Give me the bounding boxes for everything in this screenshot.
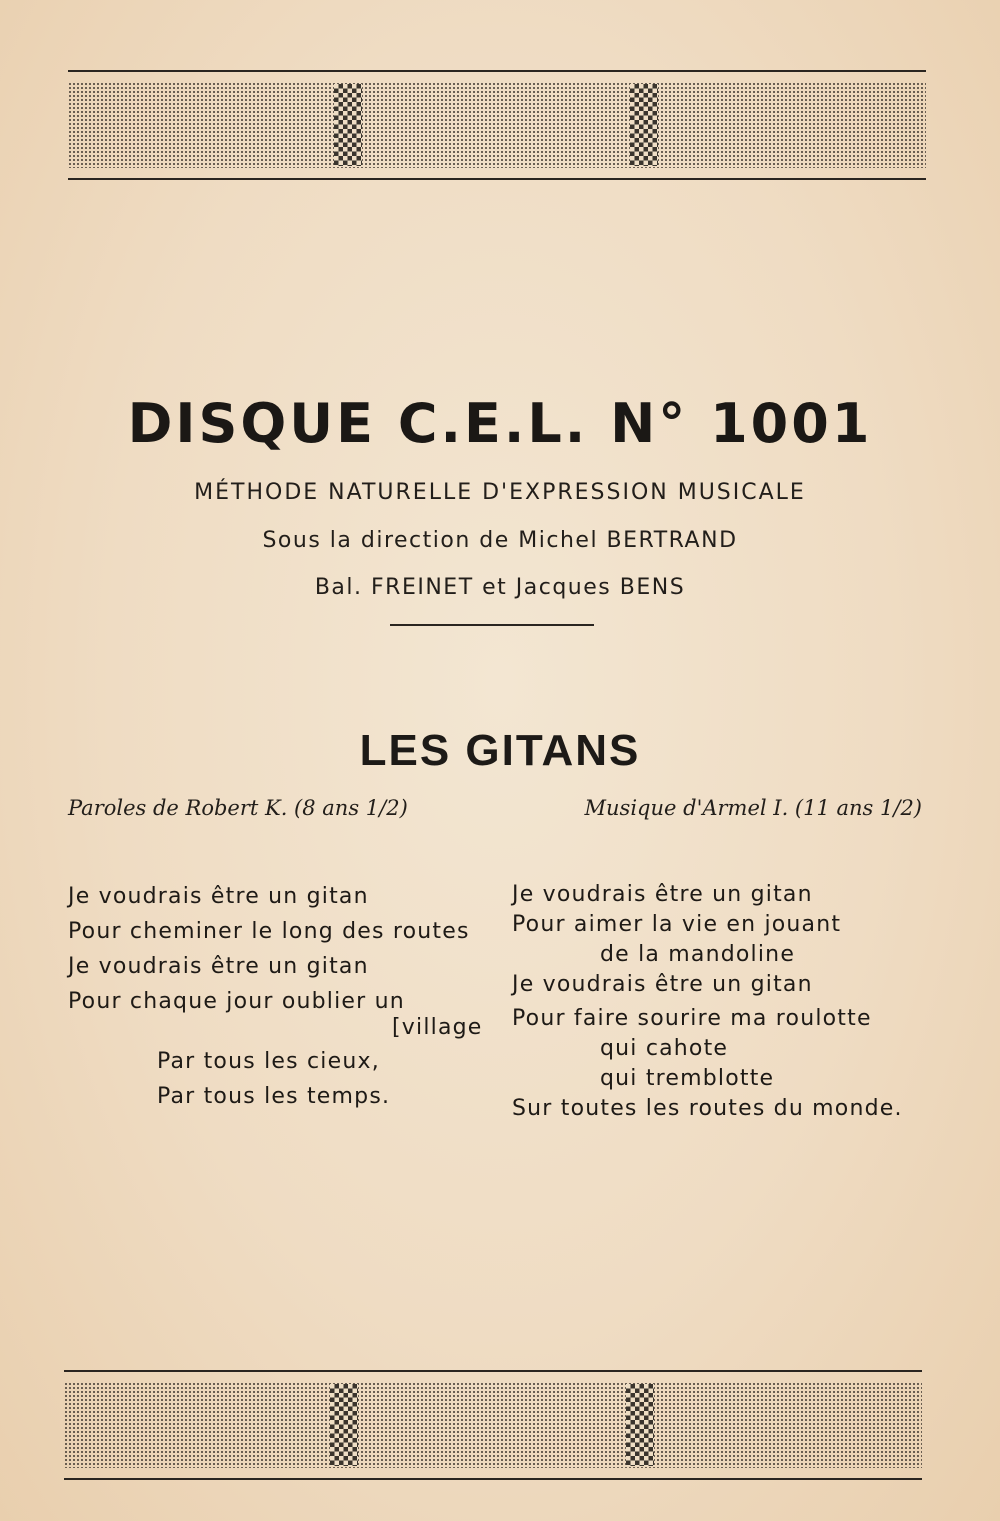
top-band-lower-rule [68,178,926,180]
top-band-dot-pattern [68,82,926,168]
bottom-checker-ornament-right [626,1384,654,1466]
verse-right-line: Pour aimer la vie en jouant [512,912,842,937]
verse-right-line: Je voudrais être un gitan [512,882,813,907]
top-ornamental-band [68,70,926,180]
verse-left-line: Pour chaque jour oublier un [68,989,405,1014]
top-checker-ornament-left [334,84,362,166]
verse-left-line: Par tous les cieux, [157,1049,380,1074]
verse-left-line: [village [392,1015,483,1040]
verse-right-line: Sur toutes les routes du monde. [512,1096,903,1121]
verse-left-line: Je voudrais être un gitan [68,954,369,979]
lyrics-credit: Paroles de Robert K. (8 ans 1/2) [68,796,408,820]
verse-right-line: qui tremblotte [600,1066,775,1091]
verse-right-line: Pour faire sourire ma roulotte [512,1006,872,1031]
song-title: LES GITANS [359,726,641,775]
bottom-band-lower-rule [64,1478,922,1480]
music-credit: Musique d'Armel I. (11 ans 1/2) [584,796,922,820]
verse-left-line: Par tous les temps. [157,1084,391,1109]
verse-right-line: de la mandoline [600,942,796,967]
bottom-checker-ornament-left [330,1384,358,1466]
top-checker-ornament-right [630,84,658,166]
bottom-band-dot-pattern [64,1382,922,1468]
top-band-upper-rule [68,70,926,72]
verse-right-line: qui cahote [600,1036,729,1061]
verse-left-line: Je voudrais être un gitan [68,884,369,909]
verse-left-line: Pour cheminer le long des routes [68,919,470,944]
method-subtitle: MÉTHODE NATURELLE D'EXPRESSION MUSICALE [194,480,806,505]
bottom-band-upper-rule [64,1370,922,1372]
verse-right-line: Je voudrais être un gitan [512,972,813,997]
title-divider [390,624,594,626]
direction-line: Sous la direction de Michel BERTRAND [262,528,738,553]
bottom-ornamental-band [64,1370,922,1480]
record-title: DISQUE C.E.L. N° 1001 [127,392,873,455]
authors-line: Bal. FREINET et Jacques BENS [314,575,686,600]
